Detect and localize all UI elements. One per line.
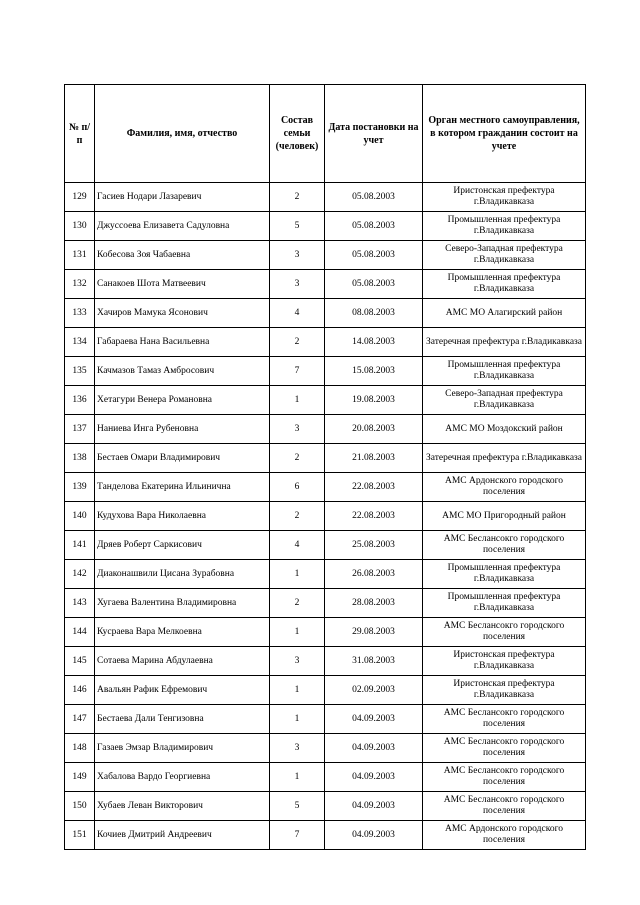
cell-family-size: 2 [270, 183, 325, 212]
cell-family-size: 7 [270, 357, 325, 386]
cell-registration-date: 19.08.2003 [325, 386, 423, 415]
cell-registration-date: 28.08.2003 [325, 589, 423, 618]
table-row [65, 328, 586, 357]
header-family-size: Состав семьи (человек) [270, 85, 325, 183]
table-row [65, 415, 586, 444]
cell-authority: АМС Беслансокго городского поселения [423, 763, 586, 792]
cell-num: 143 [65, 589, 95, 618]
cell-authority: АМС МО Алагирский район [423, 299, 586, 328]
cell-registration-date: 31.08.2003 [325, 647, 423, 676]
cell-registration-date: 04.09.2003 [325, 821, 423, 850]
cell-authority: Иристонская префектура г.Владикавказа [423, 676, 586, 705]
cell-authority: Затеречная префектура г.Владикавказа [423, 328, 586, 357]
cell-num: 145 [65, 647, 95, 676]
cell-registration-date: 08.08.2003 [325, 299, 423, 328]
cell-num: 129 [65, 183, 95, 212]
cell-name: Дряев Роберт Саркисович [95, 531, 270, 560]
header-authority: Орган местного самоуправления, в котором гражданин состоит на учете [423, 85, 586, 183]
cell-authority: Северо-Западная префектура г.Владикавказа [423, 386, 586, 415]
cell-family-size: 5 [270, 212, 325, 241]
cell-num: 148 [65, 734, 95, 763]
cell-registration-date: 29.08.2003 [325, 618, 423, 647]
cell-num: 133 [65, 299, 95, 328]
cell-authority: АМС Беслансокго городского поселения [423, 618, 586, 647]
cell-family-size: 2 [270, 444, 325, 473]
cell-name: Кочиев Дмитрий Андреевич [95, 821, 270, 850]
table-row [65, 357, 586, 386]
cell-name: Хубаев Леван Викторович [95, 792, 270, 821]
cell-registration-date: 05.08.2003 [325, 241, 423, 270]
header-row [65, 85, 586, 183]
cell-family-size: 3 [270, 647, 325, 676]
cell-registration-date: 25.08.2003 [325, 531, 423, 560]
cell-registration-date: 15.08.2003 [325, 357, 423, 386]
cell-name: Хетагури Венера Романовна [95, 386, 270, 415]
cell-num: 146 [65, 676, 95, 705]
table-body [65, 183, 586, 850]
cell-family-size: 2 [270, 328, 325, 357]
table-row [65, 821, 586, 850]
cell-registration-date: 04.09.2003 [325, 705, 423, 734]
cell-registration-date: 20.08.2003 [325, 415, 423, 444]
cell-family-size: 2 [270, 589, 325, 618]
cell-num: 147 [65, 705, 95, 734]
cell-name: Бестаев Омари Владимирович [95, 444, 270, 473]
cell-name: Кудухова Вара Николаевна [95, 502, 270, 531]
cell-family-size: 7 [270, 821, 325, 850]
header-registration-date: Дата постановки на учет [325, 85, 423, 183]
cell-num: 136 [65, 386, 95, 415]
cell-name: Гасиев Нодари Лазаревич [95, 183, 270, 212]
cell-authority: АМС Беслансокго городского поселения [423, 792, 586, 821]
cell-num: 131 [65, 241, 95, 270]
cell-name: Джуссоева Елизавета Садуловна [95, 212, 270, 241]
cell-num: 151 [65, 821, 95, 850]
table-row [65, 589, 586, 618]
cell-registration-date: 05.08.2003 [325, 270, 423, 299]
cell-registration-date: 22.08.2003 [325, 473, 423, 502]
cell-num: 142 [65, 560, 95, 589]
table-row [65, 618, 586, 647]
cell-name: Хачиров Мамука Ясонович [95, 299, 270, 328]
cell-name: Хабалова Вардо Георгиевна [95, 763, 270, 792]
cell-authority: Промышленная префектура г.Владикавказа [423, 357, 586, 386]
table-row [65, 502, 586, 531]
cell-registration-date: 04.09.2003 [325, 734, 423, 763]
cell-authority: Промышленная префектура г.Владикавказа [423, 270, 586, 299]
cell-authority: Промышленная префектура г.Владикавказа [423, 589, 586, 618]
cell-name: Кобесова Зоя Чабаевна [95, 241, 270, 270]
cell-registration-date: 26.08.2003 [325, 560, 423, 589]
cell-family-size: 1 [270, 763, 325, 792]
cell-family-size: 1 [270, 676, 325, 705]
cell-name: Бестаева Дали Тенгизовна [95, 705, 270, 734]
cell-name: Сотаева Марина Абдулаевна [95, 647, 270, 676]
table-header [65, 85, 586, 183]
cell-num: 139 [65, 473, 95, 502]
cell-num: 140 [65, 502, 95, 531]
cell-authority: Затеречная префектура г.Владикавказа [423, 444, 586, 473]
cell-name: Санакоев Шота Матвеевич [95, 270, 270, 299]
cell-family-size: 3 [270, 415, 325, 444]
cell-name: Габараева Нана Васильевна [95, 328, 270, 357]
cell-authority: АМС Ардонского городского поселения [423, 821, 586, 850]
cell-authority: АМС Ардонского городского поселения [423, 473, 586, 502]
cell-name: Наниева Инга Рубеновна [95, 415, 270, 444]
cell-num: 134 [65, 328, 95, 357]
cell-name: Газаев Эмзар Владимирович [95, 734, 270, 763]
table-row [65, 183, 586, 212]
table-row [65, 531, 586, 560]
cell-authority: Северо-Западная префектура г.Владикавказа [423, 241, 586, 270]
cell-num: 138 [65, 444, 95, 473]
table-row [65, 473, 586, 502]
cell-family-size: 4 [270, 299, 325, 328]
cell-num: 150 [65, 792, 95, 821]
cell-num: 137 [65, 415, 95, 444]
cell-name: Авальян Рафик Ефремович [95, 676, 270, 705]
cell-authority: Иристонская префектура г.Владикавказа [423, 183, 586, 212]
registry-table [64, 84, 586, 850]
table-row [65, 647, 586, 676]
table-row [65, 560, 586, 589]
table-row [65, 299, 586, 328]
table-row [65, 792, 586, 821]
cell-name: Танделова Екатерина Ильинична [95, 473, 270, 502]
cell-registration-date: 05.08.2003 [325, 183, 423, 212]
cell-registration-date: 02.09.2003 [325, 676, 423, 705]
table-row [65, 705, 586, 734]
cell-family-size: 3 [270, 270, 325, 299]
cell-name: Хугаева Валентина Владимировна [95, 589, 270, 618]
table-row [65, 270, 586, 299]
cell-family-size: 1 [270, 618, 325, 647]
cell-registration-date: 04.09.2003 [325, 763, 423, 792]
cell-name: Диаконашвили Цисана Зурабовна [95, 560, 270, 589]
cell-family-size: 3 [270, 241, 325, 270]
cell-registration-date: 04.09.2003 [325, 792, 423, 821]
cell-authority: АМС Беслансокго городского поселения [423, 705, 586, 734]
cell-authority: Промышленная префектура г.Владикавказа [423, 560, 586, 589]
cell-name: Качмазов Тамаз Амбросович [95, 357, 270, 386]
table-row [65, 241, 586, 270]
cell-num: 141 [65, 531, 95, 560]
cell-family-size: 3 [270, 734, 325, 763]
cell-authority: Иристонская префектура г.Владикавказа [423, 647, 586, 676]
cell-registration-date: 21.08.2003 [325, 444, 423, 473]
table-row [65, 212, 586, 241]
cell-num: 130 [65, 212, 95, 241]
cell-authority: Промышленная префектура г.Владикавказа [423, 212, 586, 241]
cell-family-size: 4 [270, 531, 325, 560]
cell-family-size: 1 [270, 560, 325, 589]
cell-authority: АМС Беслансокго городского поселения [423, 734, 586, 763]
cell-num: 132 [65, 270, 95, 299]
cell-family-size: 1 [270, 705, 325, 734]
table-row [65, 386, 586, 415]
cell-authority: АМС МО Пригородный район [423, 502, 586, 531]
cell-authority: АМС Беслансокго городского поселения [423, 531, 586, 560]
cell-family-size: 1 [270, 386, 325, 415]
cell-name: Кусраева Вара Мелкоевна [95, 618, 270, 647]
cell-registration-date: 05.08.2003 [325, 212, 423, 241]
cell-family-size: 5 [270, 792, 325, 821]
cell-family-size: 6 [270, 473, 325, 502]
table-row [65, 444, 586, 473]
cell-num: 144 [65, 618, 95, 647]
cell-family-size: 2 [270, 502, 325, 531]
cell-registration-date: 22.08.2003 [325, 502, 423, 531]
cell-num: 149 [65, 763, 95, 792]
header-name: Фамилия, имя, отчество [95, 85, 270, 183]
cell-num: 135 [65, 357, 95, 386]
cell-registration-date: 14.08.2003 [325, 328, 423, 357]
table-row [65, 763, 586, 792]
cell-authority: АМС МО Моздокский район [423, 415, 586, 444]
header-num: № п/п [65, 85, 95, 183]
table-row [65, 676, 586, 705]
table-row [65, 734, 586, 763]
